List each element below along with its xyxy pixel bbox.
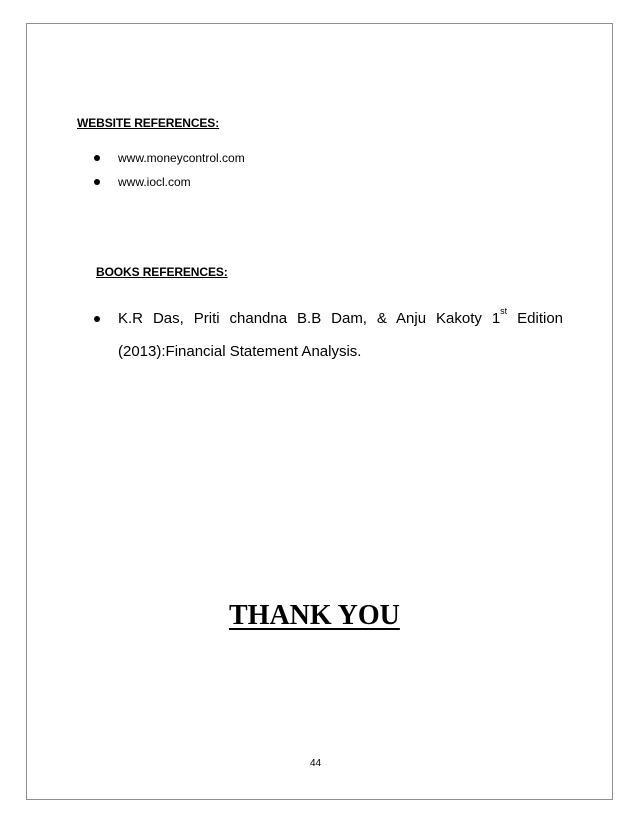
list-item[interactable] bbox=[94, 174, 245, 198]
website-link[interactable]: www.moneycontrol.com bbox=[118, 151, 245, 165]
page-number: 44 bbox=[310, 758, 322, 769]
bullet-icon bbox=[94, 316, 100, 322]
website-references-heading: WEBSITE REFERENCES: bbox=[77, 116, 220, 130]
bullet-icon bbox=[94, 179, 100, 185]
book-reference-line1 bbox=[118, 308, 563, 330]
website-link[interactable]: www.iocl.com bbox=[118, 175, 191, 189]
book-reference-edition: Edition bbox=[507, 310, 563, 327]
books-references-heading: BOOKS REFERENCES: bbox=[96, 265, 228, 279]
thank-you-text: THANK YOU bbox=[229, 600, 400, 631]
book-reference-authors: K.R Das, Priti chandna B.B Dam, & Anju Kakoty 1 bbox=[118, 310, 501, 327]
list-item[interactable] bbox=[94, 150, 245, 174]
website-references-list bbox=[94, 150, 245, 198]
page-border bbox=[26, 23, 613, 800]
book-reference-superscript: st bbox=[500, 306, 508, 316]
book-reference-line2: (2013):Financial Statement Analysis. bbox=[118, 343, 362, 360]
bullet-icon bbox=[94, 155, 100, 161]
